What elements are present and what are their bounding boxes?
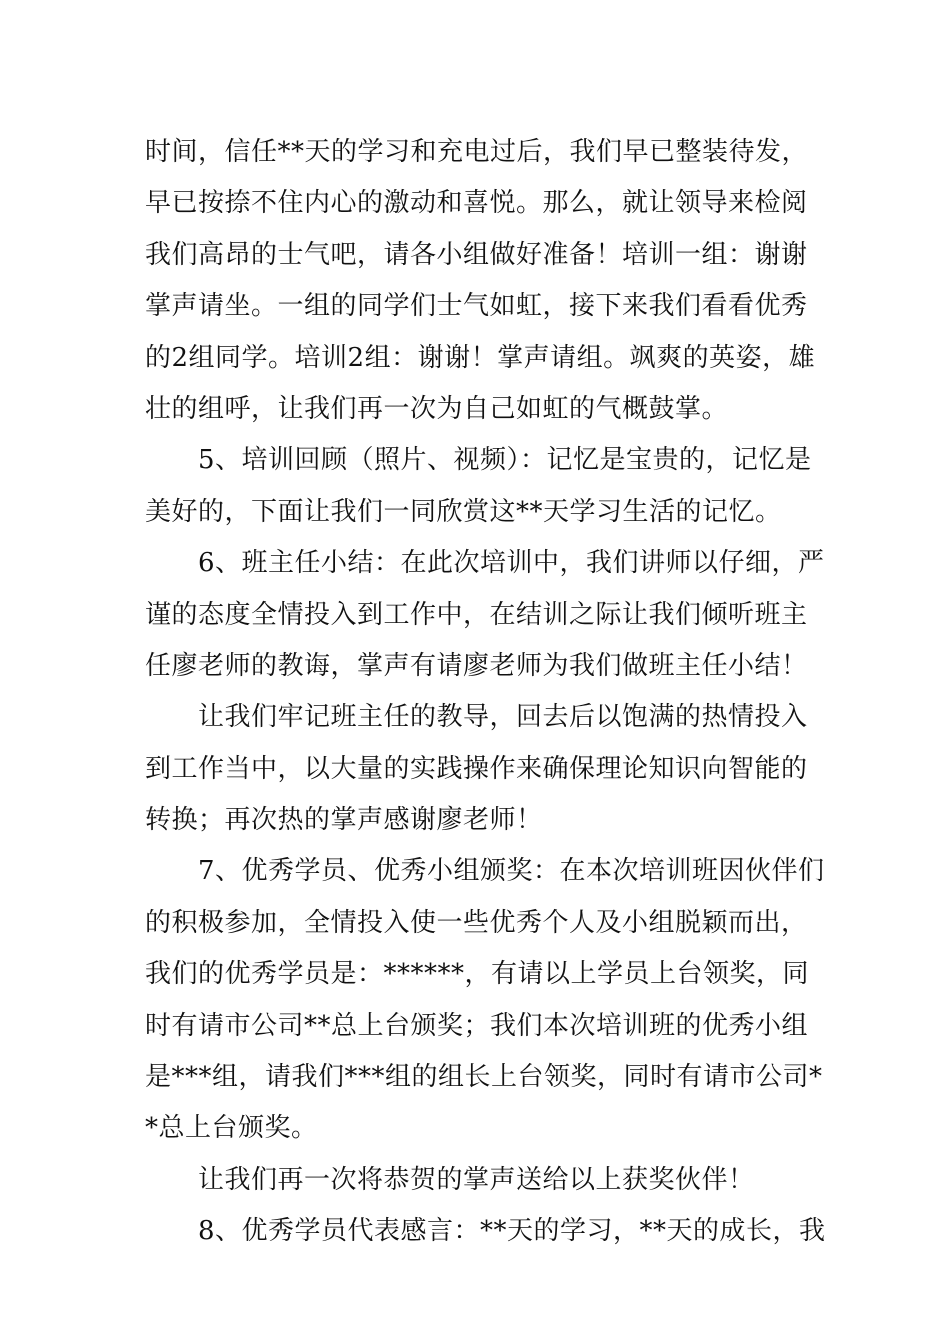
text-line: 壮的组呼，让我们再一次为自己如虹的气概鼓掌。 — [145, 393, 729, 424]
paragraph-start-line: 让我们牢记班主任的教导，回去后以饱满的热情投入 — [198, 702, 808, 733]
paragraph-start-line: 5、培训回顾（照片、视频）：记忆是宝贵的，记忆是 — [198, 445, 812, 476]
text-line: 的积极参加，全情投入使一些优秀个人及小组脱颖而出， — [145, 907, 808, 938]
text-line: 时间，信任**天的学习和充电过后，我们早已整装待发， — [145, 137, 809, 167]
paragraph-start-line: 让我们再一次将恭贺的掌声送给以上获奖伙伴！ — [198, 1164, 755, 1195]
text-line: 掌声请坐。一组的同学们士气如虹，接下来我们看看优秀 — [145, 291, 808, 322]
paragraph-start-line: 6、班主任小结：在此次培训中，我们讲师以仔细，严 — [198, 548, 825, 579]
text-line: 谨的态度全情投入到工作中，在结训之际让我们倾听班主 — [145, 599, 808, 630]
text-line: 我们的优秀学员是：******，有请以上学员上台领奖，同 — [145, 959, 810, 990]
paragraph-start-line: 7、优秀学员、优秀小组颁奖：在本次培训班因伙伴们 — [198, 856, 825, 887]
text-line: 任廖老师的教诲，掌声有请廖老师为我们做班主任小结！ — [145, 650, 808, 681]
text-line: 我们高昂的士气吧，请各小组做好准备！培训一组：谢谢 — [145, 239, 808, 270]
text-line: *总上台颁奖。 — [145, 1113, 318, 1144]
text-line: 美好的，下面让我们一同欣赏这**天学习生活的记忆。 — [145, 496, 782, 527]
text-line: 早已按捺不住内心的激动和喜悦。那么，就让领导来检阅 — [145, 188, 808, 219]
text-line: 是***组，请我们***组的组长上台领奖，同时有请市公司* — [145, 1062, 823, 1093]
text-line: 时有请市公司**总上台颁奖；我们本次培训班的优秀小组 — [145, 1010, 809, 1041]
text-line: 转换；再次热的掌声感谢廖老师！ — [145, 805, 543, 836]
document-body — [145, 127, 826, 1258]
paragraph-start-line: 8、优秀学员代表感言：**天的学习，**天的成长，我 — [198, 1216, 826, 1247]
text-line: 的2组同学。培训2组：谢谢！掌声请组。飒爽的英姿，雄 — [145, 342, 816, 373]
text-line: 到工作当中，以大量的实践操作来确保理论知识向智能的 — [145, 753, 808, 784]
